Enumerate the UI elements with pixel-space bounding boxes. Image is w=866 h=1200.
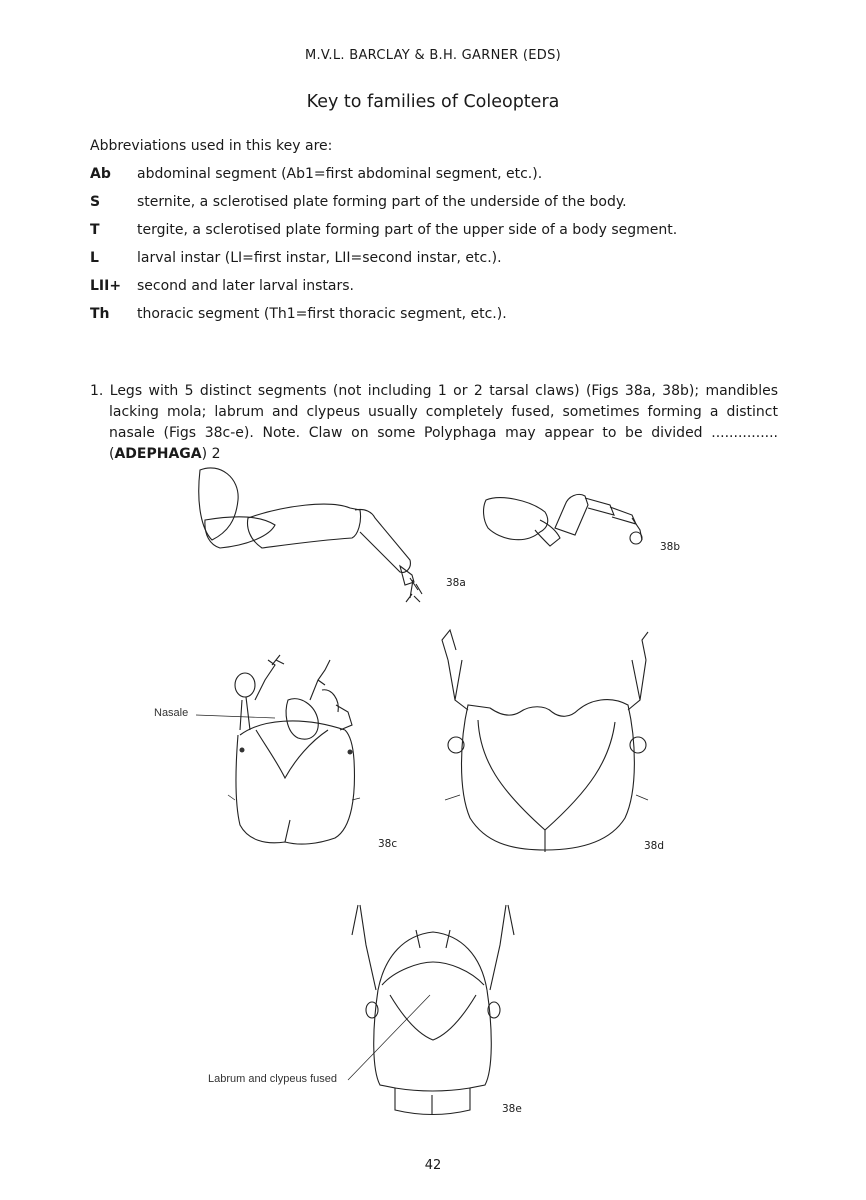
abbreviation-definition: second and later larval instars. — [137, 278, 354, 294]
couplet-taxon-close: ) — [201, 446, 208, 462]
leg-38b-drawing — [484, 494, 642, 546]
running-header: M.V.L. BARCLAY & B.H. GARNER (EDS) — [304, 48, 562, 63]
head-38e-drawing — [352, 905, 514, 1115]
couplet-taxon: ADEPHAGA — [114, 446, 202, 462]
figure-label-38c: 38c — [378, 838, 398, 850]
figure-label-38e: 38e — [502, 1103, 522, 1115]
abbreviation-term: Th — [90, 306, 110, 322]
labrum-leader-line — [348, 995, 430, 1080]
abbreviation-term: S — [90, 194, 101, 210]
couplet-text: Legs with 5 distinct segments (not including 1 or 2 tarsal claws) (Figs 38a, 38b); mandibles lacking mola; labrum and clypeus usually completely fused, sometimes forming a distinct nasale (Figs 38c-e). Note. Claw on some Polyphaga may appear to be divided ............... — [109, 383, 778, 441]
page-number: 42 — [424, 1158, 442, 1173]
abbreviation-term: L — [90, 250, 99, 266]
abbreviation-definition: thoracic segment (Th1=first thoracic segment, etc.). — [137, 306, 507, 322]
figure-label-38d: 38d — [644, 840, 665, 852]
couplet-number: 1. — [90, 383, 104, 399]
abbreviations-intro: Abbreviations used in this key are: — [90, 138, 333, 154]
abbreviation-definition: abdominal segment (Ab1=first abdominal segment, etc.). — [137, 166, 543, 182]
nasale-leader-line — [196, 715, 275, 718]
abbreviation-definition: tergite, a sclerotised plate forming part of the upper side of a body segment. — [137, 222, 678, 238]
couplet-lead: 2 — [211, 446, 221, 462]
head-38d-drawing — [442, 630, 648, 852]
figure-label-38b: 38b — [660, 541, 681, 553]
abbreviation-definition: larval instar (LI=first instar, LII=second instar, etc.). — [137, 250, 502, 266]
callout-nasale: Nasale — [154, 707, 189, 719]
abbreviation-term: Ab — [90, 166, 111, 182]
figure-label-38a: 38a — [446, 577, 466, 589]
leg-38a-drawing — [199, 468, 422, 602]
callout-labrum-clypeus: Labrum and clypeus fused — [208, 1073, 338, 1085]
head-38c-drawing — [228, 655, 360, 844]
couplet-taxon-open: ( — [109, 446, 115, 462]
abbreviation-term: LII+ — [90, 278, 122, 294]
abbreviation-definition: sternite, a sclerotised plate forming part of the underside of the body. — [137, 194, 627, 210]
abbreviation-term: T — [90, 222, 100, 238]
page-title: Key to families of Coleoptera — [306, 92, 560, 112]
